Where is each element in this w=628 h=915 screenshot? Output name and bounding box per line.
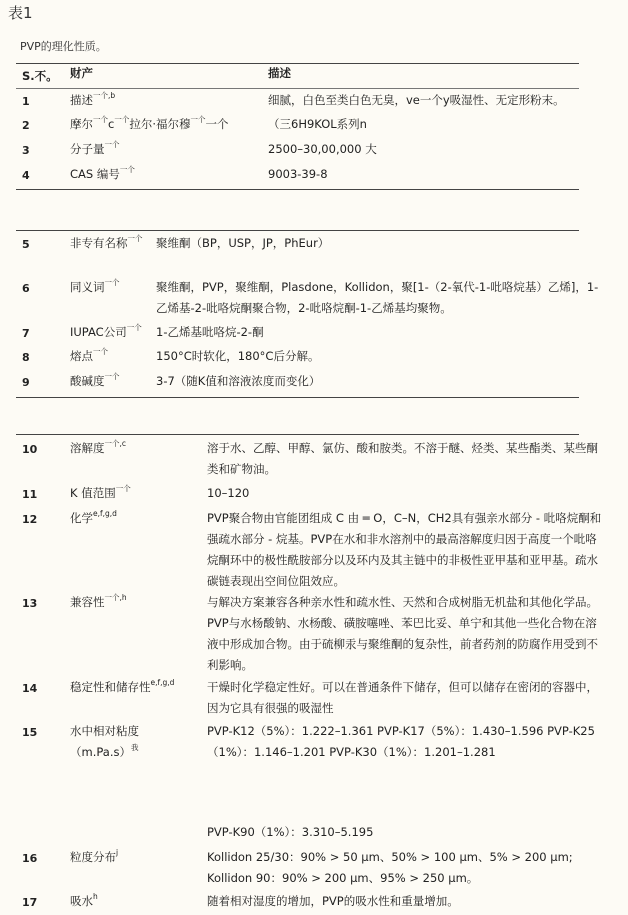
header-no: S.不。 — [22, 69, 58, 83]
row-property: CAS 编号$^{一个}$ — [70, 165, 135, 181]
row-description: （三6H9KOL系列n — [268, 117, 367, 131]
section-bottom-rule — [16, 397, 579, 398]
section-top-rule — [16, 434, 579, 435]
row-number: 4 — [22, 169, 30, 182]
row-number: 12 — [22, 513, 38, 526]
section-bottom-rule — [16, 189, 579, 190]
row-description: 10–120 — [207, 486, 250, 500]
row-description-line2: Kollidon 90：90% > 200 µm、95% > 250 µm。 — [207, 871, 479, 885]
row-property: 非专有名称$^{一个}$ — [70, 234, 143, 250]
row-description: PVP聚合物由官能团组成 C 由 ═ O，C–N，CH2具有强亲水部分 - 吡咯烷酮和强疏水部分 - 烷基。PVP在水和非水溶剂中的最高溶解度归因于高度一个吡咯烷酮环中的极性酰胺部分以及环内及其主链中的非极性亚甲基和亚甲基。疏水碳链表现出空间位阻效应。 — [207, 511, 602, 588]
row-number: 7 — [22, 327, 30, 340]
header-property: 财产 — [70, 66, 93, 80]
row-description: 聚维酮（BP，USP，JP，PhEur） — [156, 236, 330, 250]
row-description: 9003-39-8 — [268, 167, 328, 181]
header-bottom-rule — [16, 88, 579, 89]
section-top-rule — [16, 230, 579, 231]
header-description: 描述 — [268, 66, 291, 80]
row-number: 5 — [22, 238, 30, 251]
row-number: 13 — [22, 597, 38, 610]
row-number: 14 — [22, 682, 38, 695]
row-description: 聚维酮，PVP，聚维酮，Plasdone，Kollidon，聚[1-（2-氧代-1-吡咯烷基）乙烯]，1-乙烯基-2-吡咯烷酮聚合物，2-吡咯烷酮-1-乙烯基均聚物。 — [156, 280, 599, 315]
row-property: K 值范围$^{一个}$ — [70, 484, 131, 500]
row-description: PVP-K12（5%）：1.222–1.361 PVP-K17（5%）：1.430–1.596 PVP-K25（1%）：1.146–1.201 PVP-K30（1%）：1.201–1.281 — [207, 724, 595, 759]
row-description: 细腻，白色至类白色无臭，ve一个y吸湿性、无定形粉末。 — [268, 93, 565, 107]
row-description: 1-乙烯基吡咯烷-2-酮 — [156, 325, 264, 339]
row-property: 分子量$^{一个}$ — [70, 140, 120, 156]
row-number: 16 — [22, 852, 38, 865]
row-number: 17 — [22, 896, 38, 909]
row-number: 8 — [22, 351, 30, 364]
row-number: 10 — [22, 443, 38, 456]
table-caption: PVP的理化性质。 — [20, 40, 107, 53]
row-property: 稳定性和储存性$^{e,f,g,d}$ — [70, 678, 175, 694]
row-number: 1 — [22, 95, 30, 108]
row-description-extra: PVP-K90（1%）：3.310–5.195 — [207, 825, 374, 839]
row-description: 与解决方案兼容各种亲水性和疏水性、天然和合成树脂无机盐和其他化学品。PVP与水杨酸钠、水杨酸、磺胺噻唑、苯巴比妥、单宁和其他一些化合物在溶液中形成加合物。由于硫柳汞与聚维酮的复杂性，前者药剂的防腐作用受到不利影响。 — [207, 595, 598, 672]
row-property: 水中相对粘度$(m.Pa.s)^我$ — [70, 724, 139, 759]
row-property: 兼容性$^{一个,h}$ — [70, 593, 127, 609]
row-property: 吸水$^h$ — [70, 892, 98, 908]
row-property: IUPAC公司$^{一个}$ — [70, 323, 142, 339]
row-description: 溶于水、乙醇、甲醇、氯仿、酸和胺类。不溶于醚、烃类、某些酯类、某些酮类和矿物油。 — [207, 441, 598, 476]
row-number: 11 — [22, 488, 38, 501]
row-description: 3-7（随K值和溶液浓度而变化） — [156, 374, 321, 388]
row-number: 15 — [22, 726, 38, 739]
row-description: Kollidon 25/30：90% > 50 µm、50% > 100 µm、5% > 200 µm; — [207, 850, 573, 864]
row-number: 9 — [22, 376, 30, 389]
row-number: 6 — [22, 282, 30, 295]
row-property: 摩尔$^{一个}c^{一个}$拉尔·福尔穆$^{一个}$一个 — [70, 115, 229, 131]
row-property: 溶解度$^{一个,c}$ — [70, 439, 127, 455]
row-description: 干燥时化学稳定性好。可以在普通条件下储存，但可以储存在密闭的容器中，因为它具有很强的吸湿性 — [207, 680, 598, 715]
row-number: 3 — [22, 144, 30, 157]
row-description: 2500–30,00,000 大 — [268, 142, 377, 156]
row-property: 熔点$^{一个}$ — [70, 347, 108, 363]
row-property: 描述$^{一个,b}$ — [70, 91, 116, 107]
row-property: 化学$^{e,f,g,d}$ — [70, 509, 117, 525]
row-description: 150°C时软化，180°C后分解。 — [156, 349, 320, 363]
row-property: 同义词$^{一个}$ — [70, 278, 120, 294]
row-property: 酸碱度$^{一个}$ — [70, 372, 120, 388]
table-title: 表1 — [8, 4, 33, 22]
table-top-rule — [16, 63, 579, 64]
row-number: 2 — [22, 119, 30, 132]
row-description: 随着相对湿度的增加，PVP的吸水性和重量增加。 — [207, 894, 459, 908]
row-property: 粒度分布$^j$ — [70, 848, 119, 864]
